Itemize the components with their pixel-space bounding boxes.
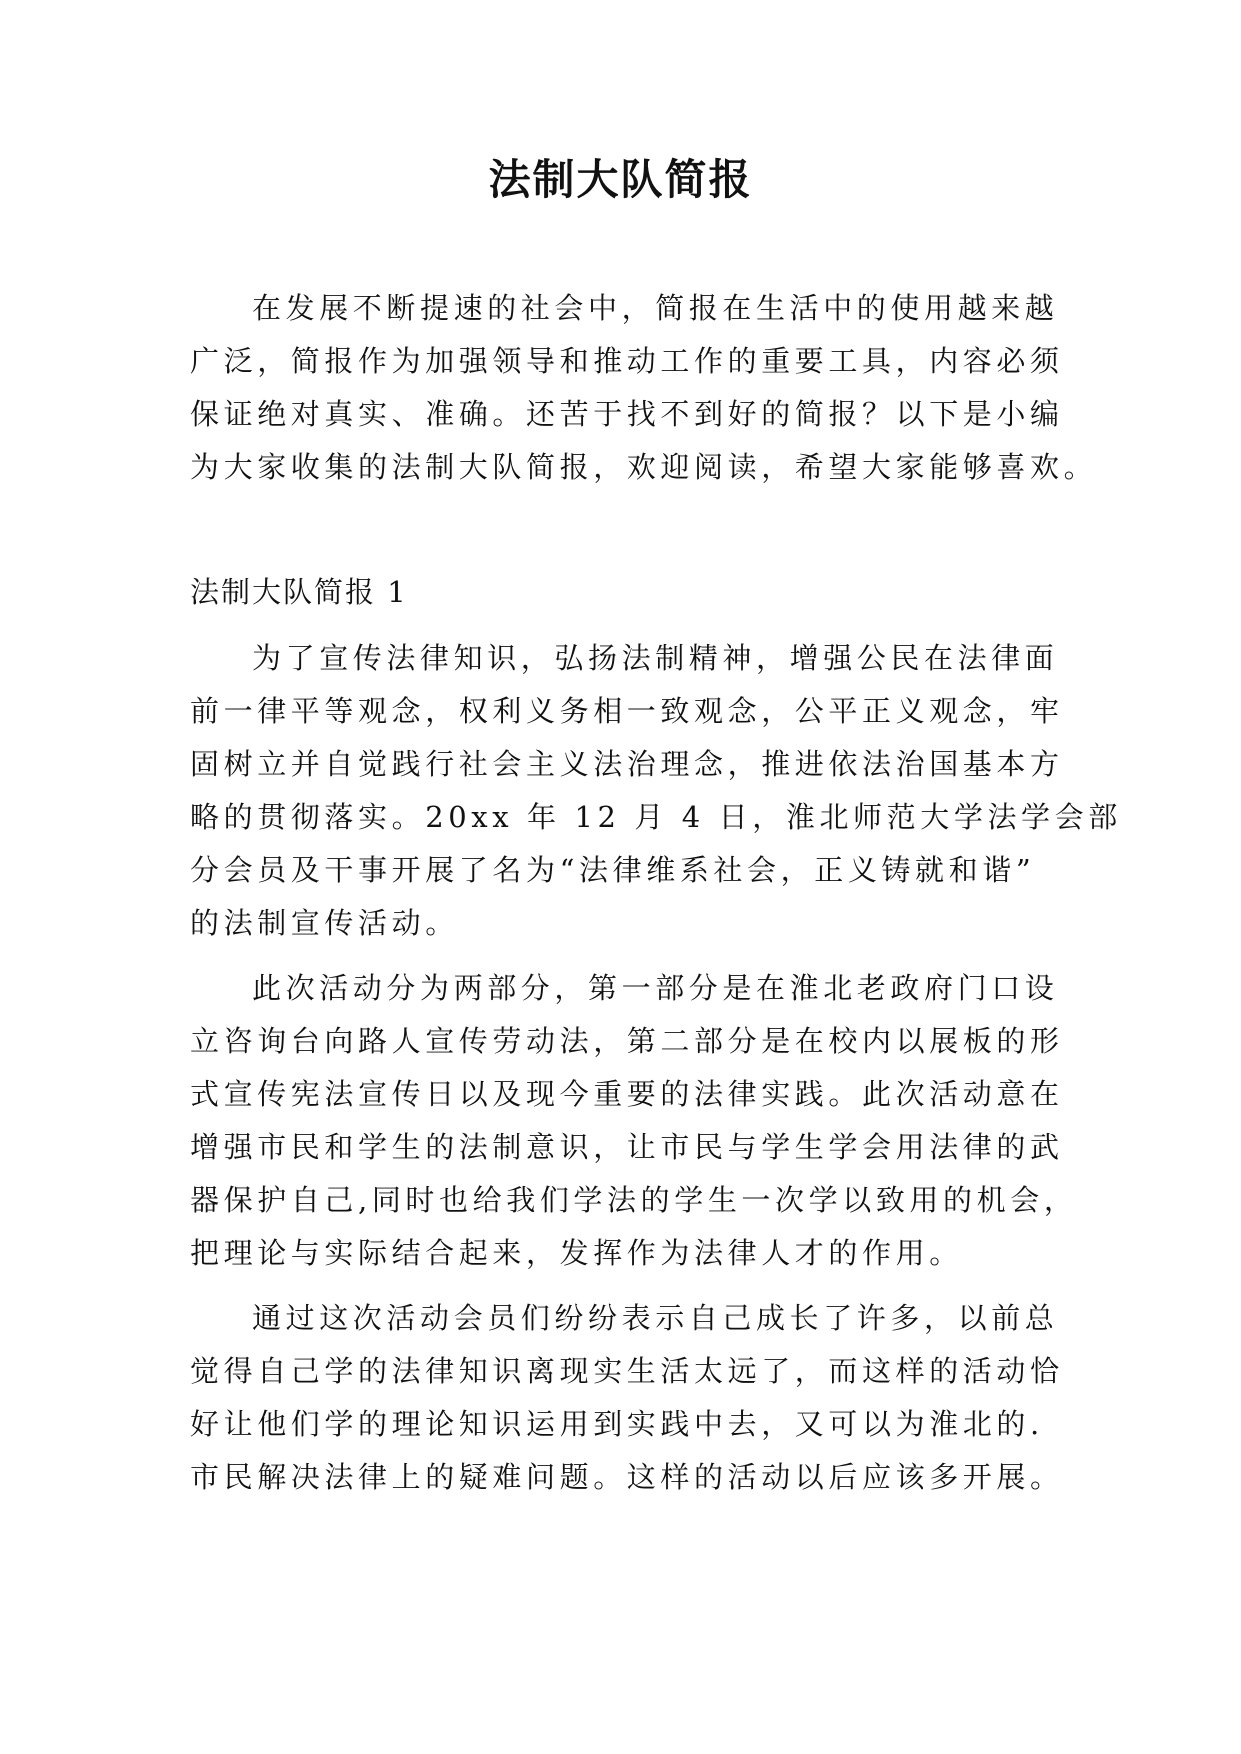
paragraph1-line-6: 的法制宣传活动。 (190, 906, 459, 940)
document-title: 法制大队简报 (488, 155, 753, 204)
paragraph3-line-2: 觉得自己学的法律知识离现实生活太远了，而这样的活动恰 (190, 1354, 1064, 1388)
paragraph1-line-5: 分会员及干事开展了名为“法律维系社会，正义铸就和谐” (190, 853, 1036, 887)
paragraph2-line-4: 增强市民和学生的法制意识，让市民与学生学会用法律的武 (190, 1130, 1064, 1164)
paragraph3-line-1: 通过这次活动会员们纷纷表示自己成长了许多，以前总 (252, 1301, 1059, 1335)
paragraph2-line-2: 立咨询台向路人宣传劳动法，第二部分是在校内以展板的形 (190, 1024, 1064, 1058)
paragraph1-line-2: 前一律平等观念，权利义务相一致观念，公平正义观念，牢 (190, 694, 1064, 728)
paragraph1-line-4: 略的贯彻落实。20xx 年 12 月 4 日，淮北师范大学法学会部 (190, 800, 1122, 834)
paragraph3-line-3: 好让他们学的理论知识运用到实践中去，又可以为淮北的. (190, 1407, 1044, 1441)
paragraph3-line-4: 市民解决法律上的疑难问题。这样的活动以后应该多开展。 (190, 1460, 1064, 1494)
paragraph2-line-5: 器保护自己,同时也给我们学法的学生一次学以致用的机会， (190, 1183, 1078, 1217)
paragraph2-line-3: 式宣传宪法宣传日以及现今重要的法律实践。此次活动意在 (190, 1077, 1064, 1111)
paragraph2-line-1: 此次活动分为两部分，第一部分是在淮北老政府门口设 (252, 971, 1059, 1005)
intro-line-4: 为大家收集的法制大队简报，欢迎阅读，希望大家能够喜欢。 (190, 450, 1098, 484)
section-heading: 法制大队简报 1 (190, 575, 408, 609)
paragraph1-line-1: 为了宣传法律知识，弘扬法制精神，增强公民在法律面 (252, 641, 1059, 675)
intro-line-2: 广泛，简报作为加强领导和推动工作的重要工具，内容必须 (190, 344, 1064, 378)
paragraph1-line-3: 固树立并自觉践行社会主义法治理念，推进依法治国基本方 (190, 747, 1064, 781)
paragraph2-line-6: 把理论与实际结合起来，发挥作为法律人才的作用。 (190, 1236, 963, 1270)
intro-line-1: 在发展不断提速的社会中，简报在生活中的使用越来越 (252, 291, 1059, 325)
intro-line-3: 保证绝对真实、准确。还苦于找不到好的简报？以下是小编 (190, 397, 1064, 431)
